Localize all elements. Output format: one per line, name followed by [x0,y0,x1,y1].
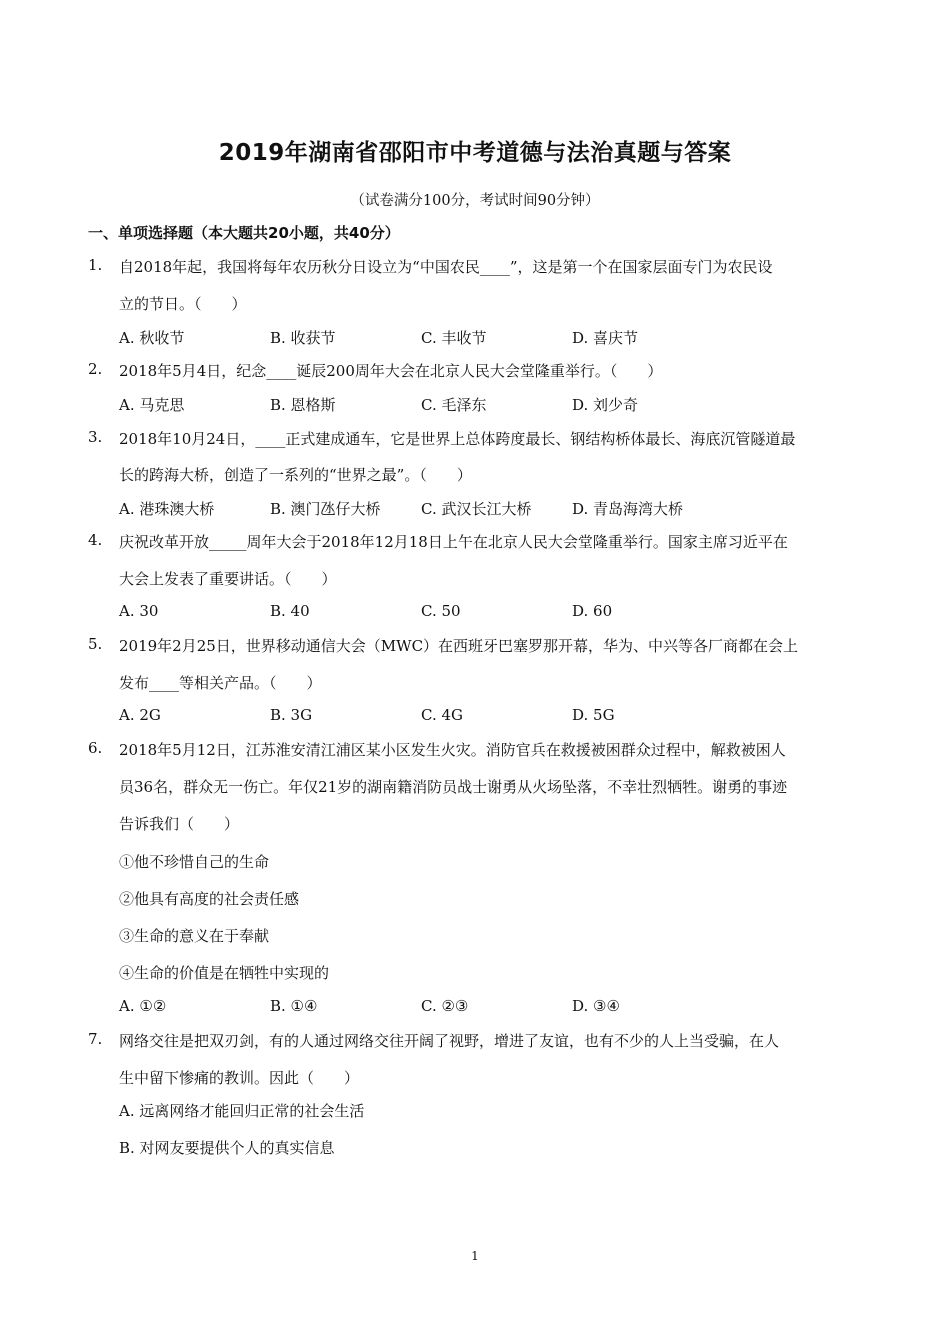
question-number: 1. [88,256,103,274]
option-a: A. 30 [119,602,159,620]
statement-4: ④生命的价值是在牺牲中实现的 [119,964,330,982]
option-c: C. 50 [421,602,461,620]
question-text: 大会上发表了重要讲话。（ ） [119,570,337,588]
option-c: C. 毛泽东 [421,396,487,414]
question-text: 长的跨海大桥，创造了一系列的“世界之最”。（ ） [119,466,472,484]
question-text: 网络交往是把双刃剑，有的人通过网络交往开阔了视野，增进了友谊，也有不少的人上当受骗，在人 [119,1032,780,1050]
question-text: 庆祝改革开放_____周年大会于2018年12月18日上午在北京人民大会堂隆重举行。国家主席习近平在 [119,533,788,551]
question-number: 5. [88,635,103,653]
option-c: C. ②③ [421,997,469,1015]
question-text: 员36名，群众无一伤亡。年仅21岁的湖南籍消防员战士谢勇从火场坠落，不幸壮烈牺牲。谢勇的事迹 [119,778,788,796]
option-d: D. 喜庆节 [572,329,639,347]
exam-subtitle: （试卷满分100分，考试时间90分钟） [350,193,600,209]
question-text: 2018年5月4日，纪念____诞辰200周年大会在北京人民大会堂隆重举行。（ ） [119,362,663,380]
option-b: B. ①④ [270,997,318,1015]
question-number: 3. [88,428,103,446]
section-heading: 一、单项选择题（本大题共20小题，共40分） [88,224,400,242]
option-d: D. 刘少奇 [572,396,639,414]
option-d: D. ③④ [572,997,620,1015]
statement-1: ①他不珍惜自己的生命 [119,853,270,871]
option-b: B. 恩格斯 [270,396,336,414]
question-text: 2018年10月24日，____正式建成通车，它是世界上总体跨度最长、钢结构桥体最长、海底沉管隧道最 [119,430,796,448]
option-d: D. 青岛海湾大桥 [572,500,684,518]
question-number: 7. [88,1030,103,1048]
option-c: C. 武汉长江大桥 [421,500,532,518]
option-a: A. 秋收节 [119,329,185,347]
option-b: B. 收获节 [270,329,336,347]
question-text: 2018年5月12日，江苏淮安清江浦区某小区发生火灾。消防官兵在救援被困群众过程中，解救被困人 [119,741,786,759]
option-a: A. 港珠澳大桥 [119,500,215,518]
option-b: B. 3G [270,706,313,724]
question-text: 告诉我们（ ） [119,815,240,833]
question-number: 6. [88,739,103,757]
exam-title: 2019年湖南省邵阳市中考道德与法治真题与答案 [218,140,732,166]
question-number: 4. [88,531,103,549]
question-text: 生中留下惨痛的教训。因此（ ） [119,1069,360,1087]
option-a: A. 马克思 [119,396,185,414]
statement-3: ③生命的意义在于奉献 [119,927,270,945]
option-b: B. 40 [270,602,310,620]
option-b: B. 澳门氹仔大桥 [270,500,381,518]
option-c: C. 丰收节 [421,329,487,347]
option-d: D. 5G [572,706,615,724]
option-a: A. 2G [119,706,161,724]
option-a: A. 远离网络才能回归正常的社会生活 [119,1102,365,1120]
question-text: 立的节日。（ ） [119,295,247,313]
option-a: A. ①② [119,997,167,1015]
option-d: D. 60 [572,602,613,620]
option-c: C. 4G [421,706,464,724]
statement-2: ②他具有高度的社会责任感 [119,890,300,908]
question-number: 2. [88,360,103,378]
question-text: 2019年2月25日，世界移动通信大会（MWC）在西班牙巴塞罗那开幕，华为、中兴等各厂商都在会上 [119,637,799,655]
page-number: 1 [471,1249,479,1263]
option-b: B. 对网友要提供个人的真实信息 [119,1139,335,1157]
question-text: 自2018年起，我国将每年农历秋分日设立为“中国农民____”，这是第一个在国家层面专门为农民设 [119,258,773,276]
question-text: 发布____等相关产品。（ ） [119,674,322,692]
